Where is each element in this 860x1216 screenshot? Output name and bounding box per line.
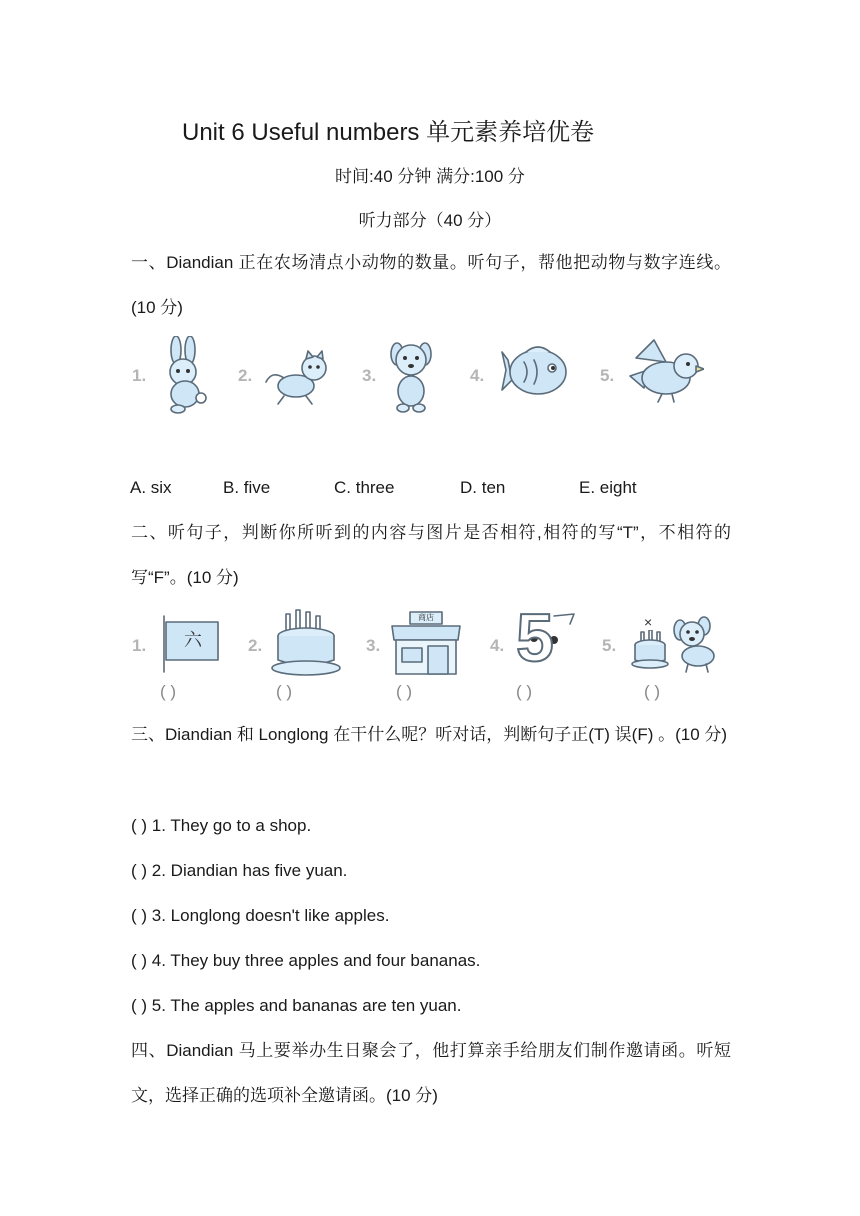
q1-option: D. ten [460, 478, 506, 497]
q3-item [131, 906, 389, 926]
q3-statement: 5. The apples and bananas are ten yuan. [151, 996, 462, 1015]
q3-statement: 2. Diandian has five yuan. [151, 861, 348, 880]
five-digit: 5 [516, 600, 554, 676]
flag-text: 六 [184, 630, 202, 650]
q3-item [131, 816, 311, 836]
q3-item [131, 861, 347, 881]
q3-answer-blank: ( ) [131, 816, 148, 835]
q3-statement: 1. They go to a shop. [151, 816, 312, 835]
q1-option: B. five [223, 478, 271, 497]
dog-icon [670, 614, 718, 674]
q3-answer-blank: ( ) [131, 996, 148, 1015]
section-label: 听力部分（40 分） [358, 211, 502, 230]
q3-instruction: 三、Diandian 和 Longlong 在干什么呢？听对话，判断句子正(T) 误(F) 。(10 分) [131, 725, 728, 744]
small-cake-icon [630, 630, 670, 670]
q1-option: A. six [130, 478, 172, 497]
q1-options-row [130, 478, 730, 502]
q2-answer-blank: ( ) [516, 682, 533, 701]
q3-statement: 4. They buy three apples and four bananas. [151, 951, 481, 970]
q1-instruction: 一、Diandian 正在农场清点小动物的数量。听句子，帮他把动物与数字连线。(10 分) [131, 253, 731, 317]
q2-instruction: 二、听句子，判断你所听到的内容与图片是否相符,相符的写“T”，不相符的写“F”。(10 分) [131, 523, 731, 587]
q4-instruction: 四、Diandian 马上要举办生日聚会了，他打算亲手给朋友们制作邀请函。听短文，选择正确的选项补全邀请函。(10 分) [131, 1041, 731, 1105]
q3-item [131, 951, 480, 971]
q3-answer-blank: ( ) [131, 861, 148, 880]
q3-statement: 3. Longlong doesn't like apples. [151, 906, 390, 925]
q2-picture-row [130, 600, 730, 708]
q2-answer-blank: ( ) [276, 682, 293, 701]
q2-answer-blank: ( ) [644, 682, 661, 701]
q1-number: 5. [600, 366, 615, 385]
bird-icon [626, 336, 704, 408]
q1-number: 3. [362, 366, 377, 385]
q1-option: C. three [334, 478, 395, 497]
q2-answer-blank: ( ) [160, 682, 177, 701]
q1-number: 1. [132, 366, 147, 385]
exam-meta: 时间:40 分钟 满分:100 分 [335, 167, 525, 186]
q1-picture-row [130, 336, 730, 416]
q3-answer-blank: ( ) [131, 906, 148, 925]
q2-number: 3. [366, 636, 381, 655]
fish-icon [500, 340, 570, 404]
dog-icon [386, 336, 436, 414]
cat-icon [262, 348, 334, 408]
q2-number: 5. [602, 636, 617, 655]
q2-number: 4. [490, 636, 505, 655]
q1-number: 4. [470, 366, 485, 385]
q2-number: 2. [248, 636, 263, 655]
q2-number: 1. [132, 636, 147, 655]
q3-item [131, 996, 461, 1016]
page-title: Unit 6 Useful numbers 单元素养培优卷 [182, 119, 595, 146]
q3-answer-blank: ( ) [131, 951, 148, 970]
shop-sign: 商店 [418, 613, 434, 622]
birthday-cake-icon [270, 608, 342, 678]
q1-number: 2. [238, 366, 253, 385]
cross-mark: × [644, 614, 653, 630]
rabbit-icon [158, 336, 214, 414]
q1-option: E. eight [579, 478, 637, 497]
q2-answer-blank: ( ) [396, 682, 413, 701]
